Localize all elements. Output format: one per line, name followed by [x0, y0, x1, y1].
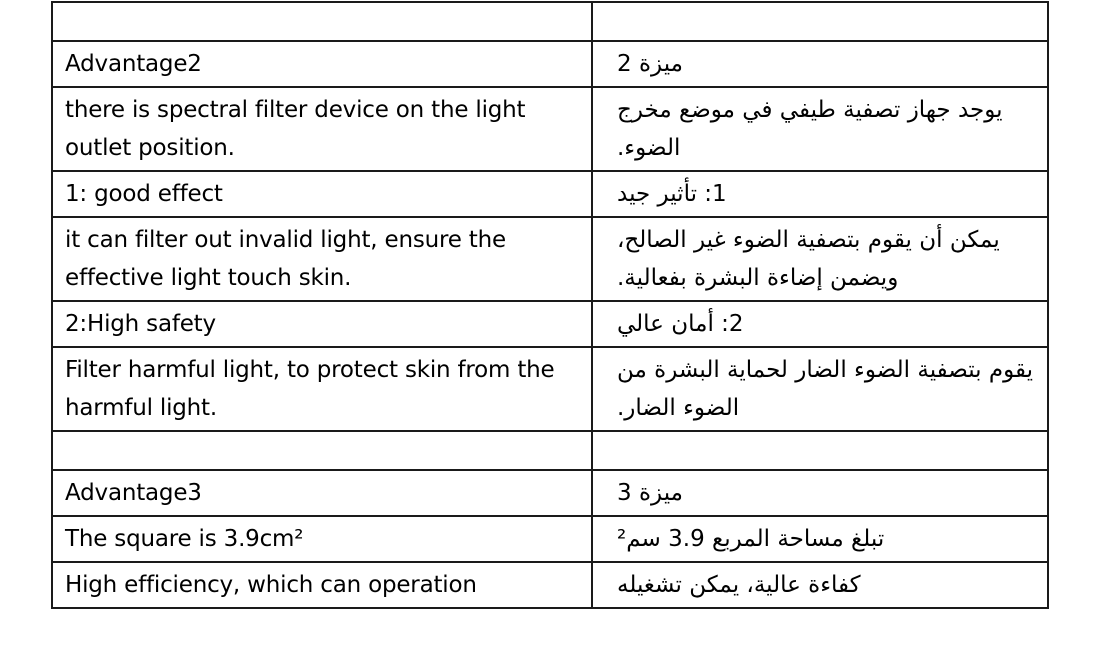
english-cell — [52, 87, 592, 171]
table-row — [52, 301, 1048, 347]
english-cell — [52, 562, 592, 608]
english-cell — [52, 301, 592, 347]
english-text: 2:High safety — [65, 311, 216, 337]
table-row — [52, 562, 1048, 608]
table-row — [52, 2, 1048, 41]
bilingual-table — [51, 1, 1049, 609]
english-text: there is spectral filter device on the light outlet position. — [65, 97, 526, 161]
arabic-cell — [592, 562, 1048, 608]
english-cell — [52, 41, 592, 87]
english-text: it can filter out invalid light, ensure the effective light touch skin. — [65, 227, 506, 291]
arabic-cell — [592, 516, 1048, 562]
table-row — [52, 41, 1048, 87]
arabic-text: يقوم بتصفية الضوء الضار لحماية البشرة من الضوء الضار. — [617, 357, 1034, 421]
english-cell — [52, 431, 592, 470]
arabic-cell — [592, 41, 1048, 87]
english-cell — [52, 2, 592, 41]
arabic-text: يمكن أن يقوم بتصفية الضوء غير الصالح، ويضمن إضاءة البشرة بفعالية. — [617, 227, 1000, 291]
arabic-cell — [592, 217, 1048, 301]
table-row — [52, 347, 1048, 431]
arabic-text: ميزة 2 — [617, 51, 683, 77]
english-text: The square is 3.9cm² — [65, 526, 304, 552]
table-row — [52, 171, 1048, 217]
english-text: High efficiency, which can operation — [65, 572, 477, 598]
arabic-text: 1: تأثير جيد — [617, 181, 727, 207]
arabic-text: 2: أمان عالي — [617, 311, 744, 337]
arabic-text: كفاءة عالية، يمكن تشغيله — [617, 572, 861, 598]
arabic-cell — [592, 347, 1048, 431]
arabic-cell — [592, 470, 1048, 516]
arabic-cell — [592, 171, 1048, 217]
english-text: Advantage2 — [65, 51, 202, 77]
table-row — [52, 516, 1048, 562]
english-cell — [52, 470, 592, 516]
english-cell — [52, 516, 592, 562]
arabic-cell — [592, 431, 1048, 470]
table-row — [52, 470, 1048, 516]
english-text: Advantage3 — [65, 480, 202, 506]
arabic-cell — [592, 301, 1048, 347]
english-text: Filter harmful light, to protect skin from the harmful light. — [65, 357, 555, 421]
table-row — [52, 87, 1048, 171]
arabic-text: ميزة 3 — [617, 480, 683, 506]
english-cell — [52, 347, 592, 431]
english-text: 1: good effect — [65, 181, 223, 207]
table-row — [52, 217, 1048, 301]
english-cell — [52, 217, 592, 301]
bilingual-table-container — [51, 1, 1049, 609]
table-row — [52, 431, 1048, 470]
arabic-text: يوجد جهاز تصفية طيفي في موضع مخرج الضوء. — [617, 97, 1003, 161]
english-cell — [52, 171, 592, 217]
arabic-cell — [592, 87, 1048, 171]
arabic-cell — [592, 2, 1048, 41]
arabic-text: تبلغ مساحة المربع 3.9 سم² — [617, 526, 885, 552]
